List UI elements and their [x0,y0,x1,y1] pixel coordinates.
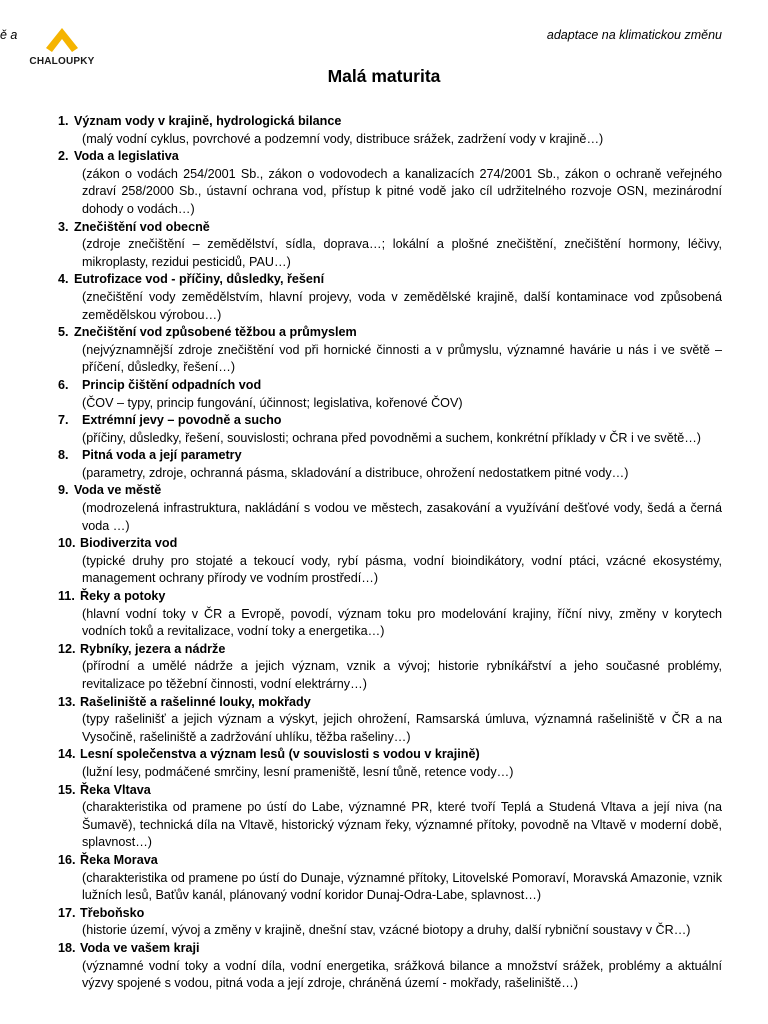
topic-title-text: Voda a legislativa [74,149,179,164]
topic-title-text: Eutrofizace vod - příčiny, důsledky, řešení [74,272,325,287]
topic-description: (typy rašelinišť a jejich význam a výskyt, jejich ohrožení, Ramsarská úmluva, významná rašeliniště v ČR a na Vysočině, rašeliniště a zadržování uhlíku, těžba rašeliny…) [82,712,722,744]
page-title: Malá maturita [327,66,441,86]
topic-number: 14. [58,747,76,762]
list-item [58,940,722,993]
topic-description: (ČOV – typy, princip fungování, účinnost; legislativa, kořenové ČOV) [82,395,463,410]
list-item [58,447,722,482]
topic-number: 4. [58,272,69,287]
topic-title [58,641,722,659]
chaloupky-logo [28,28,96,70]
topic-title [58,694,722,712]
topic-number: 1. [58,114,69,128]
topic-title-text: Extrémní jevy – povodně a sucho [82,413,282,428]
topic-title [58,852,722,870]
topic-title [58,447,722,465]
topic-title-text: Význam vody v krajině, hydrologická bilance [74,114,342,128]
list-item [58,148,722,218]
topic-number: 10. [58,536,76,551]
header-right-text: adaptace na klimatickou změnu [546,28,722,42]
topic-number: 7. [58,413,69,428]
topic-title [58,377,722,395]
topic-title-text: Řeka Vltava [80,782,151,797]
topic-number: 8. [58,448,69,463]
topic-title-text: Řeka Morava [80,852,158,867]
topic-description: (hlavní vodní toky v ČR a Evropě, povodí, význam toku pro modelování krajiny, říční nivy, změny v korytech vodních toků a revitalizace, vodní toky a energetika…) [82,606,722,639]
list-item [58,482,722,535]
topic-title-text: Pitná voda a její parametry [82,448,242,463]
topic-title-text: Voda ve městě [74,483,162,498]
topic-number: 6. [58,377,69,392]
topic-title-text: Rašeliniště a rašelinné louky, mokřady [80,694,311,709]
topic-description: (modrozelená infrastruktura, nakládání s vodou ve městech, zasakování a využívání dešťové vody, šedá a černá voda …) [82,501,722,533]
list-item [58,219,722,272]
topic-title-text: Biodiverzita vod [80,536,178,551]
topic-description: (historie území, vývoj a změny v krajině, dnešní stav, vzácné biotopy a druhy, další rybniční soustavy v ČR…) [82,923,691,938]
list-item [58,905,722,940]
topic-number: 18. [58,940,76,955]
topic-number: 15. [58,782,76,797]
topic-number: 12. [58,641,76,656]
topic-description: (zákon o vodách 254/2001 Sb., zákon o vodovodech a kanalizacích 274/2001 Sb., zákon o ochraně veřejného zdraví 258/2000 Sb., ústavní ochrana vod, přístup k pitné vodě jako cíl udržitelného rozvoje OSN, mezinárodní dohody o vodách…) [82,166,722,216]
topic-description: (parametry, zdroje, ochranná pásma, skladování a distribuce, ohrožení nedostatkem pitné vody…) [82,465,629,480]
topic-title-text: Znečištění vod obecně [74,219,210,234]
list-item [58,746,722,781]
topic-description: (příčiny, důsledky, řešení, souvislosti; ochrana před povodněmi a suchem, konkrétní příklady v ČR i ve světě…) [82,430,701,445]
list-item [58,113,722,148]
topic-title-text: Rybníky, jezera a nádrže [80,641,226,656]
topic-list [58,113,722,993]
logo-text: CHALOUPKY [29,56,95,67]
topic-number: 16. [58,852,76,867]
list-item [58,641,722,694]
topic-title [58,271,722,289]
topic-number: 5. [58,325,69,340]
topic-title-text: Lesní společenstva a význam lesů (v souvislosti s vodou v krajině) [80,747,480,762]
topic-title [58,535,722,553]
topic-title [58,324,722,342]
topic-description: (významné vodní toky a vodní díla, vodní energetika, srážková bilance a množství srážek, problémy a aktuální výzvy spojené s vodou, pitná voda a její zdroje, chráněná území - mokřady, rašeliniště…) [82,958,722,991]
topic-number: 11. [58,589,75,604]
roof-icon [42,28,82,54]
topic-number: 13. [58,694,76,709]
topic-number: 3. [58,219,69,234]
topic-description: (nejvýznamnější zdroje znečištění vod při hornické činnosti a v průmyslu, významné havárie u nás i ve světě – příčení, důsledky, řešení…) [82,342,722,375]
topic-title [58,588,722,606]
topic-title-text: Řeky a potoky [80,589,166,604]
list-item [58,782,722,852]
topic-number: 2. [58,149,69,164]
topic-number: 17. [58,905,76,920]
list-item [58,377,722,412]
topic-title [58,782,722,800]
topic-title [58,746,722,764]
topic-title [58,219,722,237]
topic-title-text: Třeboňsko [80,905,145,920]
topic-title [58,905,722,923]
list-item [58,324,722,377]
topic-title [58,412,722,430]
topic-description: (zdroje znečištění – zemědělství, sídla, doprava…; lokální a plošné znečištění, znečištění hormony, léčivy, mikroplasty, rezidui pesticidů, PAU…) [82,237,722,269]
list-item [58,588,722,641]
topic-description: (charakteristika od pramene po ústí do Dunaje, významné přítoky, Litovelské Pomoraví, Moravská Amazonie, vznik lužních lesů, Baťův kanál, plánovaný vodní koridor Dunaj-Odra-Labe, splavnost…) [82,870,722,903]
topic-description: (znečištění vody zemědělstvím, hlavní projevy, voda v zemědělské krajině, další kontaminace vod způsobená zemědělskou výrobou…) [82,289,722,322]
list-item [58,412,722,447]
topic-description: (charakteristika od pramene po ústí do Labe, významné PR, které tvoří Teplá a Studená Vltava a její niva (na Šumavě), technická díla na Vltavě, historický význam řeky, významné přítoky, povodně na Vltavě v moderní době, splavnost…) [82,800,722,850]
topic-title-text: Voda ve vašem kraji [80,940,200,955]
list-item [58,535,722,588]
list-item [58,271,722,324]
topic-title [58,148,722,166]
topic-title [58,482,722,500]
list-item [58,694,722,747]
topic-description: (typické druhy pro stojaté a tekoucí vody, rybí pásma, vodní bioindikátory, vodní ptáci, vzácné ekosystémy, management ochrany přírody ve vodním prostředí…) [82,553,722,586]
topic-description: (přírodní a umělé nádrže a jejich význam, vznik a vývoj; historie rybníkářství a jeho současné problémy, revitalizace po těžební činnosti, vodní elektrárny…) [82,659,722,691]
topic-title [58,113,722,131]
topic-description: (lužní lesy, podmáčené smrčiny, lesní prameniště, lesní tůně, retence vody…) [82,764,514,779]
topic-description: (malý vodní cyklus, povrchové a podzemní vody, distribuce srážek, zadržení vody v krajině…) [82,131,604,146]
header-left-text: ě a [0,28,18,42]
list-item [58,852,722,905]
topic-title-text: Znečištění vod způsobené těžbou a průmyslem [74,325,357,340]
topic-number: 9. [58,483,69,498]
topic-title [58,940,722,958]
topic-title-text: Princip čištění odpadních vod [82,377,262,392]
